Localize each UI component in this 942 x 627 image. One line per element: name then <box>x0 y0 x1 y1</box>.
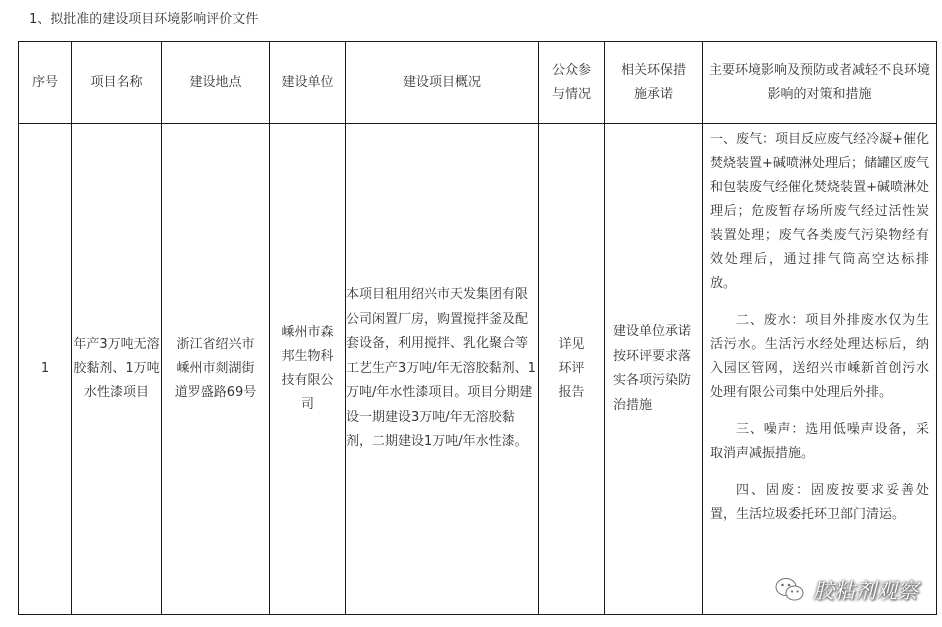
header-unit: 建设单位 <box>270 42 346 124</box>
header-public-participation: 公众参与情况 <box>539 42 605 124</box>
measure-noise: 三、噪声：选用低噪声设备，采取消声减振措施。 <box>710 422 929 461</box>
cell-overview: 本项目租用绍兴市天发集团有限公司闲置厂房，购置搅拌釜及配套设备，利用搅拌、乳化聚合等工艺生产3万吨/年无溶胶黏剂、1万吨/年水性漆项目。项目分期建设一期建设3万吨/年无溶胶黏剂，二期建设1万吨/年水性漆。 <box>346 124 539 615</box>
header-measures: 主要环境影响及预防或者减轻不良环境影响的对策和措施 <box>703 42 937 124</box>
measure-wastewater: 二、废水：项目外排废水仅为生活污水。生活污水经处理达标后，纳入园区管网，送绍兴市嵊新首创污水处理有限公司集中处理后外排。 <box>710 313 929 400</box>
cell-measures <box>703 124 937 615</box>
eia-table <box>18 41 937 615</box>
wechat-icon <box>775 577 805 603</box>
page-heading: 1、拟批准的建设项目环境影响评价文件 <box>29 12 259 27</box>
cell-index: 1 <box>19 124 72 615</box>
header-index: 序号 <box>19 42 72 124</box>
cell-commitment: 建设单位承诺按环评要求落实各项污染防治措施 <box>605 124 703 615</box>
cell-project-name: 年产3万吨无溶胶黏剂、1万吨水性漆项目 <box>72 124 162 615</box>
header-project-name: 项目名称 <box>72 42 162 124</box>
header-location: 建设地点 <box>162 42 270 124</box>
table-header-row <box>19 42 937 124</box>
cell-public-participation: 详见环评报告 <box>539 124 605 615</box>
cell-unit: 嵊州市森邦生物科技有限公司 <box>270 124 346 615</box>
cell-location: 浙江省绍兴市嵊州市剡湖街道罗盛路69号 <box>162 124 270 615</box>
watermark-text: 胶粘剂观察 <box>813 579 918 603</box>
header-commitment: 相关环保措施承诺 <box>605 42 703 124</box>
watermark <box>775 575 918 605</box>
measure-solid-waste: 四、固废：固废按要求妥善处置，生活垃圾委托环卫部门清运。 <box>710 483 929 522</box>
measure-exhaust-gas: 一、废气：项目反应废气经冷凝+催化焚烧装置+碱喷淋处理后；储罐区废气和包装废气经催化焚烧装置+碱喷淋处理后；危废暂存场所废气经过活性炭装置处理；废气各类废气污染物经有效处理后，通过排气筒高空达标排放。 <box>710 132 929 291</box>
header-overview: 建设项目概况 <box>346 42 539 124</box>
table-row <box>19 124 937 615</box>
